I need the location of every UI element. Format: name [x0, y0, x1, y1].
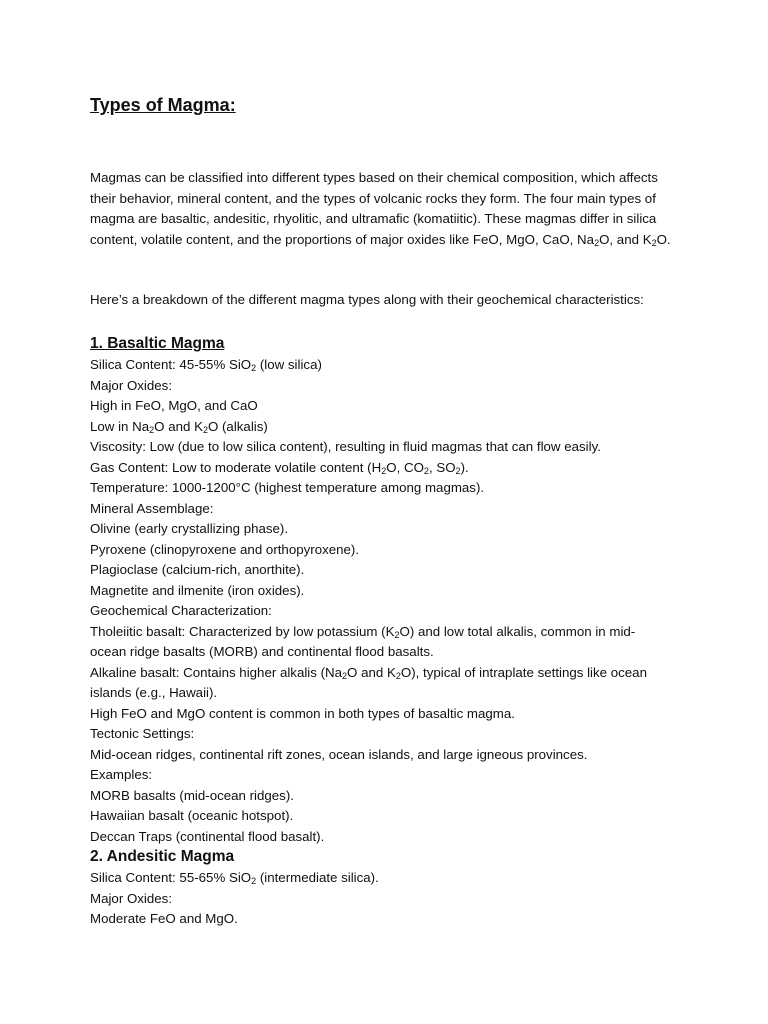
intro-text: O.	[656, 232, 671, 248]
line-text: Silica Content: 45-55% SiO	[90, 357, 252, 372]
subscript: 2	[251, 363, 257, 373]
settings-line: Mid-ocean ridges, continental rift zones, ocean islands, and large igneous provinces.	[90, 746, 588, 762]
deccan-line: Deccan Traps (continental flood basalt).	[90, 828, 325, 844]
line-text: Silica Content: 55-65% SiO	[90, 870, 252, 885]
olivine-line: Olivine (early crystallizing phase).	[90, 521, 289, 536]
intro-text: Magmas can be classified into different types based on their chemical composition, which affects their behavior, mineral content, and the types of volcanic rocks they form. The four main types of magma are basaltic, andesitic, rhyolitic, and ultramafic (komatiitic). These magmas differ in silica content, volatile content, and the proportions of major oxides like FeO, MgO, CaO, Na	[90, 170, 658, 248]
plagioclase-line: Plagioclase (calcium-rich, anorthite).	[90, 562, 305, 577]
moderate-line: Moderate FeO and MgO.	[90, 911, 238, 926]
line-text: Gas Content: Low to moderate volatile content (H	[90, 459, 382, 475]
line-text: (low silica)	[256, 357, 322, 372]
silica-content-line	[90, 355, 690, 376]
line-text: O, CO	[386, 459, 424, 475]
subscript: 2	[395, 670, 401, 681]
subscript: 2	[594, 238, 600, 249]
temperature-line: Temperature: 1000-1200°C (highest temperature among magmas).	[90, 480, 485, 495]
line-text: Alkaline basalt: Contains higher alkalis (Na	[90, 664, 343, 680]
tectonic-line: Tectonic Settings:	[90, 726, 195, 741]
major-oxides-line: Major Oxides:	[90, 890, 173, 906]
mineral-assemblage-line: Mineral Assemblage:	[90, 500, 214, 516]
hawaiian-line: Hawaiian basalt (oceanic hotspot).	[90, 808, 294, 823]
alkaline-line	[90, 663, 665, 704]
subscript: 2	[455, 465, 461, 476]
pyroxene-line: Pyroxene (clinopyroxene and orthopyroxene).	[90, 541, 360, 557]
high-feo-line: High FeO and MgO content is common in both types of basaltic magma.	[90, 705, 515, 721]
line-text: ).	[460, 459, 469, 475]
morb-line: MORB basalts (mid-ocean ridges).	[90, 787, 294, 803]
line-text: , SO	[428, 459, 456, 475]
section-heading: 2. Andesitic Magma	[90, 848, 235, 865]
line-text: O (alkalis)	[207, 418, 268, 434]
subscript: 2	[423, 465, 429, 476]
lead-paragraph: Here’s a breakdown of the different magma types along with their geochemical characteristics:	[90, 292, 644, 307]
line-text: O and K	[347, 664, 396, 680]
geochemical-line: Geochemical Characterization:	[90, 603, 272, 618]
line-text: O) and low total alkalis, common in mid-ocean ridge basalts (MORB) and continental flood basalts.	[90, 623, 636, 659]
low-in-line	[90, 417, 690, 438]
line-text: O), typical of intraplate settings like ocean islands (e.g., Hawaii).	[90, 664, 647, 700]
section-andesitic-magma	[90, 846, 690, 930]
section-heading: 1. Basaltic Magma	[90, 335, 225, 352]
subscript: 2	[202, 424, 208, 435]
tholeiitic-line	[90, 622, 665, 663]
line-text: Low in Na	[90, 418, 150, 434]
gas-content-line	[90, 458, 690, 479]
high-in-line: High in FeO, MgO, and CaO	[90, 398, 258, 413]
section-basaltic-magma	[90, 333, 690, 847]
intro-text: O, and K	[599, 232, 652, 248]
line-text: O and K	[154, 418, 203, 434]
examples-line: Examples:	[90, 767, 153, 782]
line-text: (intermediate silica).	[256, 870, 379, 885]
subscript: 2	[251, 876, 257, 886]
subscript: 2	[381, 465, 387, 476]
subscript: 2	[342, 670, 348, 681]
line-text: Tholeiitic basalt: Characterized by low potassium (K	[90, 623, 395, 639]
magnetite-line: Magnetite and ilmenite (iron oxides).	[90, 582, 305, 598]
viscosity-line: Viscosity: Low (due to low silica content), resulting in fluid magmas that can flow easily.	[90, 439, 601, 454]
page-title: Types of Magma:	[90, 95, 236, 115]
subscript: 2	[149, 424, 155, 435]
subscript: 2	[394, 629, 400, 640]
silica-content-line	[90, 868, 690, 889]
subscript: 2	[651, 238, 657, 249]
major-oxides-line: Major Oxides:	[90, 377, 173, 393]
intro-paragraph	[90, 168, 680, 251]
